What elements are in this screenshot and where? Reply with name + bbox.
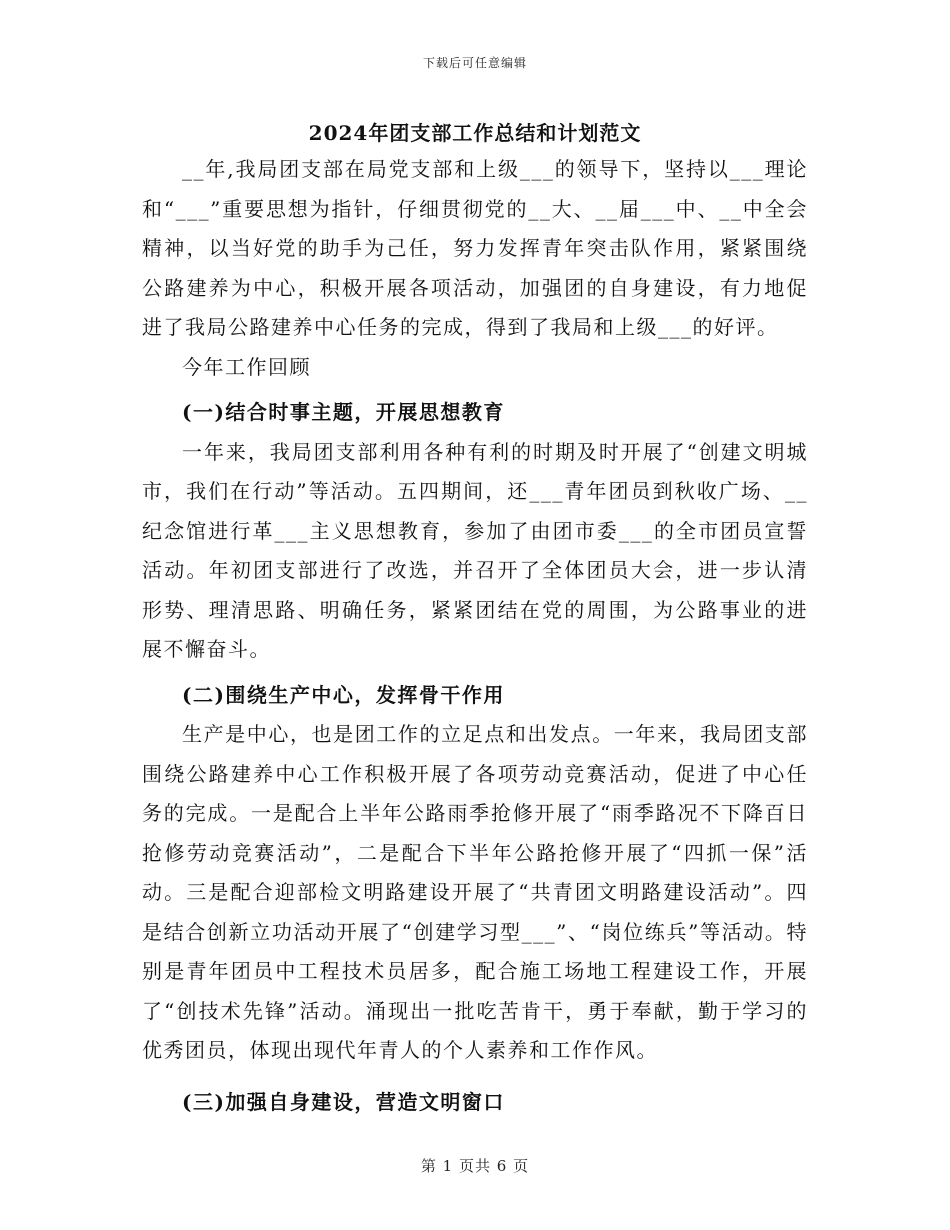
section-heading-2: (二)围绕生产中心，发挥骨干作用 (182, 682, 505, 707)
section-1-paragraph: 一年来，我局团支部利用各种有利的时期及时开展了“创建文明城市，我们在行动”等活动。五四期间，还___青年团员到秋收广场、__纪念馆进行革___主义思想教育，参加了由团市委___的全市团员宣誓活动。年初团支部进行了改选，并召开了全体团员大会，进一步认清形势、理清思路、明确任务，紧紧团结在党的周围，为公路事业的进展不懈奋斗。 (142, 439, 808, 661)
intro-paragraph: __年,我局团支部在局党支部和上级___的领导下，坚持以___理论和“___”重要思想为指针，仔细贯彻党的__大、__届___中、__中全会精神，以当好党的助手为己任，努力发挥青年突击队作用，紧紧围绕公路建养为中心，积极开展各项活动，加强团的自身建设，有力地促进了我局公路建养中心任务的完成，得到了我局和上级___的好评。 (142, 157, 808, 339)
header-note: 下载后可任意编辑 (422, 56, 527, 70)
section-label-review: 今年工作回顾 (182, 354, 311, 379)
document-title: 2024年团支部工作总结和计划范文 (308, 121, 642, 145)
page-footer: 第 1 页共 6 页 (420, 1157, 530, 1175)
document-body (142, 150, 808, 1122)
section-heading-3: (三)加强自身建设，营造文明窗口 (182, 1089, 505, 1114)
section-heading-1: (一)结合时事主题，开展思想教育 (182, 400, 505, 424)
section-2-paragraph: 生产是中心，也是团工作的立足点和出发点。一年来，我局团支部围绕公路建养中心工作积极开展了各项劳动竞赛活动，促进了中心任务的完成。一是配合上半年公路雨季抢修开展了“雨季路况不下降百日抢修劳动竞赛活动”，二是配合下半年公路抢修开展了“四抓一保”活动。三是配合迎部检文明路建设开展了“共青团文明路建设活动”。四是结合创新立功活动开展了“创建学习型___”、“岗位练兵”等活动。特别是青年团员中工程技术员居多，配合施工场地工程建设工作，开展了“创技术先锋”活动。涌现出一批吃苦肯干，勇于奉献，勤于学习的优秀团员，体现出现代年青人的个人素养和工作作风。 (142, 722, 808, 1062)
